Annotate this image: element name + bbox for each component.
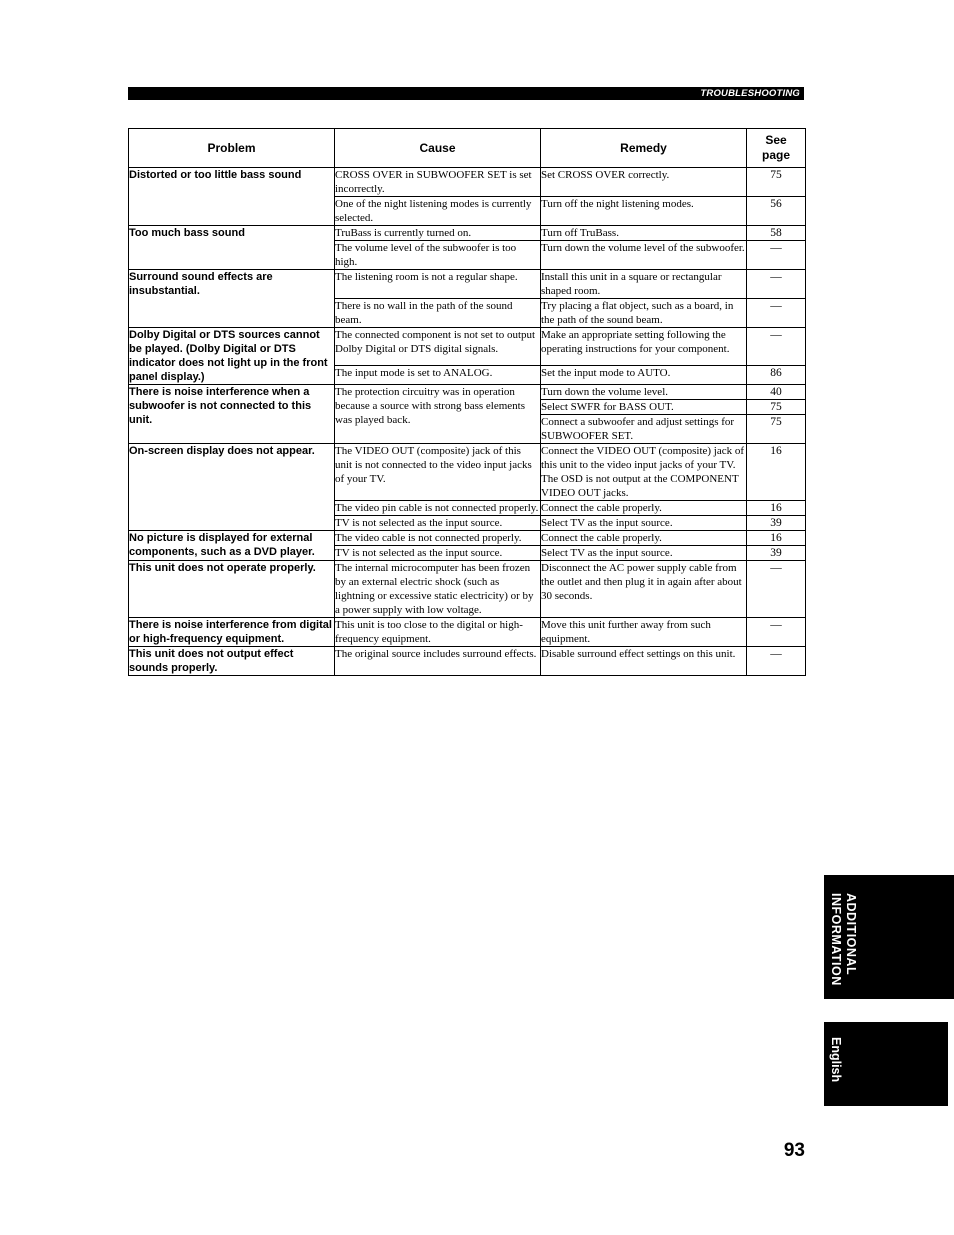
- see-page-cell: 56: [747, 197, 806, 226]
- troubleshooting-table: [128, 128, 806, 676]
- problem-cell: Distorted or too little bass sound: [129, 168, 335, 226]
- see-page-cell: 75: [747, 415, 806, 444]
- cause-cell: This unit is too close to the digital or high-frequency equipment.: [335, 618, 541, 647]
- remedy-cell: Turn off TruBass.: [541, 226, 747, 241]
- side-tab-language: [824, 1022, 948, 1106]
- table-row: [129, 618, 806, 647]
- problem-cell: There is noise interference when a subwoofer is not connected to this unit.: [129, 385, 335, 444]
- cause-cell: The volume level of the subwoofer is too high.: [335, 241, 541, 270]
- see-page-cell: —: [747, 561, 806, 618]
- see-page-cell: —: [747, 647, 806, 676]
- cause-cell: The video pin cable is not connected properly.: [335, 501, 541, 516]
- problem-cell: This unit does not output effect sounds properly.: [129, 647, 335, 676]
- problem-cell: This unit does not operate properly.: [129, 561, 335, 618]
- table-row: [129, 168, 806, 197]
- problem-cell: On-screen display does not appear.: [129, 444, 335, 531]
- see-page-cell: 16: [747, 501, 806, 516]
- table-body: [129, 168, 806, 676]
- table-row: [129, 328, 806, 366]
- see-page-cell: 39: [747, 546, 806, 561]
- see-page-cell: —: [747, 270, 806, 299]
- cause-cell: The original source includes surround effects.: [335, 647, 541, 676]
- problem-cell: Surround sound effects are insubstantial.: [129, 270, 335, 328]
- remedy-cell: Make an appropriate setting following the operating instructions for your component.: [541, 328, 747, 366]
- see-page-cell: —: [747, 241, 806, 270]
- remedy-cell: Connect the VIDEO OUT (composite) jack of this unit to the video input jacks of your TV. The OSD is not output at the COMPONENT VIDEO OUT jacks.: [541, 444, 747, 501]
- page-number: 93: [783, 1140, 805, 1161]
- see-page-cell: —: [747, 328, 806, 366]
- problem-cell: There is noise interference from digital or high-frequency equipment.: [129, 618, 335, 647]
- see-page-cell: 75: [747, 168, 806, 197]
- remedy-cell: Set the input mode to AUTO.: [541, 365, 747, 384]
- table-row: [129, 385, 806, 400]
- see-page-cell: 16: [747, 444, 806, 501]
- column-header-see-page: [747, 129, 806, 168]
- see-page-cell: —: [747, 299, 806, 328]
- cause-cell: CROSS OVER in SUBWOOFER SET is set incorrectly.: [335, 168, 541, 197]
- remedy-cell: Turn off the night listening modes.: [541, 197, 747, 226]
- cause-cell: The internal microcomputer has been frozen by an external electric shock (such as lightning or excessive static electricity) or by a power supply with low voltage.: [335, 561, 541, 618]
- see-page-cell: 75: [747, 400, 806, 415]
- table-row: [129, 270, 806, 299]
- table-header-row: [129, 129, 806, 168]
- header-bar: [128, 87, 804, 100]
- remedy-cell: Select SWFR for BASS OUT.: [541, 400, 747, 415]
- remedy-cell: Try placing a flat object, such as a board, in the path of the sound beam.: [541, 299, 747, 328]
- table-row: [129, 226, 806, 241]
- table-row: [129, 647, 806, 676]
- remedy-cell: Disable surround effect settings on this unit.: [541, 647, 747, 676]
- remedy-cell: Select TV as the input source.: [541, 516, 747, 531]
- column-header-remedy: Remedy: [541, 129, 747, 168]
- cause-cell: The VIDEO OUT (composite) jack of this unit is not connected to the video input jacks of your TV.: [335, 444, 541, 501]
- remedy-cell: Install this unit in a square or rectangular shaped room.: [541, 270, 747, 299]
- side-tab-section-label: ADDITIONAL INFORMATION: [829, 893, 858, 986]
- cause-cell: The input mode is set to ANALOG.: [335, 365, 541, 384]
- cause-cell: The listening room is not a regular shape.: [335, 270, 541, 299]
- column-header-see-page-label: See page: [761, 133, 790, 162]
- cause-cell: TV is not selected as the input source.: [335, 516, 541, 531]
- cause-cell: One of the night listening modes is currently selected.: [335, 197, 541, 226]
- cause-cell: TruBass is currently turned on.: [335, 226, 541, 241]
- see-page-cell: 86: [747, 365, 806, 384]
- cause-cell: There is no wall in the path of the sound beam.: [335, 299, 541, 328]
- table-row: [129, 531, 806, 546]
- remedy-cell: Connect the cable properly.: [541, 531, 747, 546]
- cause-cell: The connected component is not set to output Dolby Digital or DTS digital signals.: [335, 328, 541, 366]
- remedy-cell: Connect a subwoofer and adjust settings for SUBWOOFER SET.: [541, 415, 747, 444]
- see-page-cell: 40: [747, 385, 806, 400]
- table-row: [129, 444, 806, 501]
- see-page-cell: 16: [747, 531, 806, 546]
- cause-cell: TV is not selected as the input source.: [335, 546, 541, 561]
- side-tab-additional-information: [824, 875, 954, 999]
- cause-cell: The protection circuitry was in operation because a source with strong bass elements was played back.: [335, 385, 541, 444]
- problem-cell: Too much bass sound: [129, 226, 335, 270]
- column-header-problem: Problem: [129, 129, 335, 168]
- side-tab-language-label: English: [829, 1037, 843, 1083]
- remedy-cell: Select TV as the input source.: [541, 546, 747, 561]
- remedy-cell: Set CROSS OVER correctly.: [541, 168, 747, 197]
- table-row: [129, 561, 806, 618]
- problem-cell: No picture is displayed for external components, such as a DVD player.: [129, 531, 335, 561]
- remedy-cell: Disconnect the AC power supply cable from the outlet and then plug it in again after about 30 seconds.: [541, 561, 747, 618]
- remedy-cell: Turn down the volume level.: [541, 385, 747, 400]
- cause-cell: The video cable is not connected properly.: [335, 531, 541, 546]
- problem-cell: Dolby Digital or DTS sources cannot be played. (Dolby Digital or DTS indicator does not light up in the front panel display.): [129, 328, 335, 385]
- section-title: TROUBLESHOOTING: [700, 88, 800, 99]
- remedy-cell: Turn down the volume level of the subwoofer.: [541, 241, 747, 270]
- remedy-cell: Connect the cable properly.: [541, 501, 747, 516]
- see-page-cell: 39: [747, 516, 806, 531]
- see-page-cell: 58: [747, 226, 806, 241]
- remedy-cell: Move this unit further away from such equipment.: [541, 618, 747, 647]
- see-page-cell: —: [747, 618, 806, 647]
- column-header-cause: Cause: [335, 129, 541, 168]
